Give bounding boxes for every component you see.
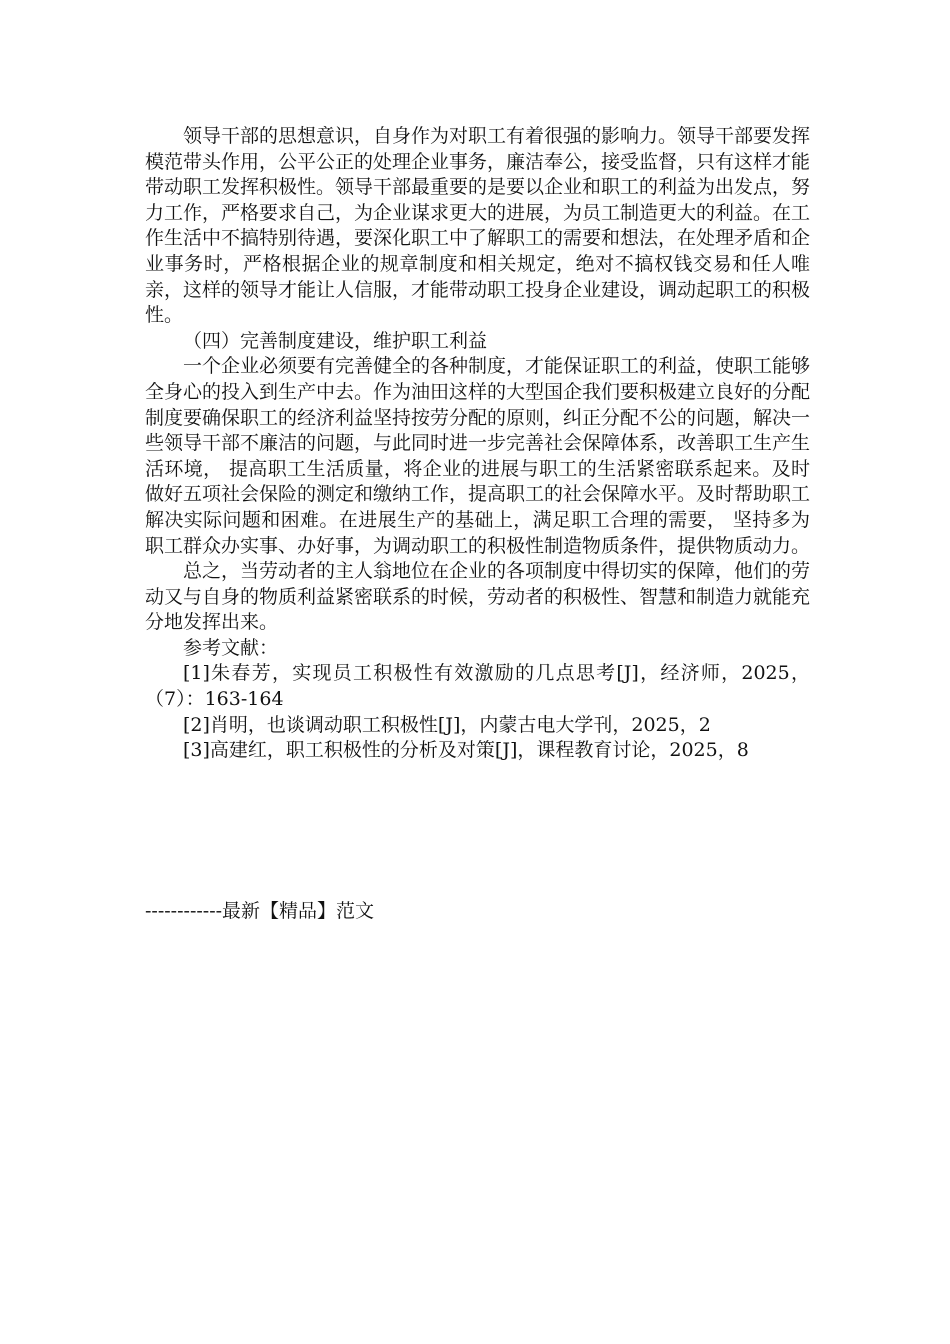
paragraph-leadership: 领导干部的思想意识，自身作为对职工有着很强的影响力。领导干部要发挥模范带头作用，公平公正的处理企业事务，廉洁奉公，接受监督，只有这样才能带动职工发挥积极性。领导干部最重要的是要以企业和职工的利益为出发点，努力工作，严格要求自己，为企业谋求更大的进展，为员工制造更大的利益。在工作生活中不搞特别待遇，要深化职工中了解职工的需要和想法，在处理矛盾和企业事务时，严格根据企业的规章制度和相关规定，绝对不搞权钱交易和任人唯亲，这样的领导才能让人信服，才能带动职工投身企业建设，调动起职工的积极性。 — [145, 125, 811, 327]
reference-item-3: [3]高建红，职工积极性的分析及对策[J]，课程教育讨论，2025，8 — [183, 739, 749, 762]
references-heading: 参考文献： — [183, 636, 279, 659]
footer-text: ------------最新【精品】范文 — [145, 900, 375, 922]
reference-item-1: [1]朱春芳，实现员工积极性有效激励的几点思考[J]，经济师，2025，（7）：163-164 — [145, 662, 810, 711]
paragraph-system-building: 一个企业必须要有完善健全的各种制度，才能保证职工的利益，使职工能够全身心的投入到生产中去。作为油田这样的大型国企我们要积极建立良好的分配制度要确保职工的经济利益坚持按劳分配的原则，纠正分配不公的问题，解决一些领导干部不廉洁的问题，与此同时进一步完善社会保障体系，改善职工生产生活环境， 提高职工生活质量，将企业的进展与职工的生活紧密联系起来。及时做好五项社会保险的测定和缴纳工作，提高职工的社会保障水平。及时帮助职工解决实际问题和困难。在进展生产的基础上，满足职工合理的需要， 坚持多为职工群众办实事、办好事，为调动职工的积极性制造物质条件，提供物质动力。 — [145, 355, 811, 557]
document-body — [145, 124, 810, 764]
reference-item-2: [2]肖明，也谈调动职工积极性[J]，内蒙古电大学刊，2025，2 — [183, 713, 711, 736]
section-heading-4: （四）完善制度建设，维护职工利益 — [183, 329, 488, 352]
paragraph-conclusion: 总之，当劳动者的主人翁地位在企业的各项制度中得切实的保障，他们的劳动又与自身的物质利益紧密联系的时候，劳动者的积极性、智慧和制造力就能充分地发挥出来。 — [145, 560, 811, 634]
